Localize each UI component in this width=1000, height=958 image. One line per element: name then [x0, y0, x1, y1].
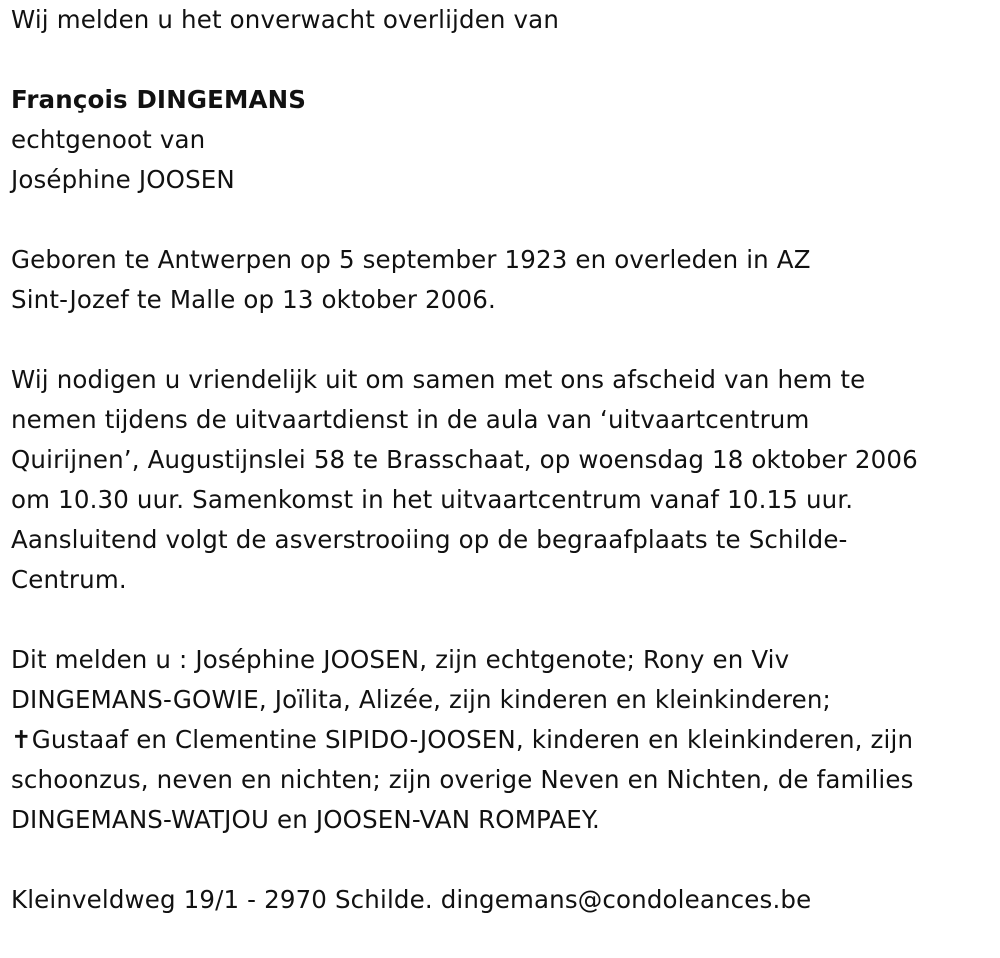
paragraph-text: Gustaaf en Clementine SIPIDO-JOOSEN, kinderen en kleinkinderen, zijn	[31, 725, 914, 754]
paragraph-line: Wij nodigen u vriendelijk uit om samen met ons afscheid van hem te	[11, 365, 866, 394]
cross-icon: ✝	[11, 725, 32, 754]
family-paragraph	[11, 640, 986, 840]
paragraph-line: Quirijnen’, Augustijnslei 58 te Brasschaat, op woensdag 18 oktober 2006	[11, 445, 918, 474]
paragraph-line	[11, 720, 986, 760]
spacer	[11, 600, 986, 640]
spacer	[11, 200, 986, 240]
paragraph-line: DINGEMANS-GOWIE, Joïlita, Alizée, zijn kinderen en kleinkinderen;	[11, 685, 831, 714]
paragraph-line: Dit melden u : Joséphine JOOSEN, zijn echtgenote; Rony en Viv	[11, 645, 790, 674]
paragraph-line: Geboren te Antwerpen op 5 september 1923 en overleden in AZ	[11, 245, 811, 274]
paragraph-line: om 10.30 uur. Samenkomst in het uitvaartcentrum vanaf 10.15 uur.	[11, 485, 854, 514]
spouse-name: Joséphine JOOSEN	[11, 165, 235, 194]
spacer	[11, 40, 986, 80]
obituary-document	[11, 0, 986, 920]
intro-text: Wij melden u het onverwacht overlijden van	[11, 5, 560, 34]
contact-address: Kleinveldweg 19/1 - 2970 Schilde. dingemans@condoleances.be	[11, 885, 812, 914]
spacer	[11, 840, 986, 880]
paragraph-line: Centrum.	[11, 565, 127, 594]
paragraph-line: Sint-Jozef te Malle op 13 oktober 2006.	[11, 285, 496, 314]
paragraph-line: schoonzus, neven en nichten; zijn overige Neven en Nichten, de families	[11, 765, 914, 794]
spacer	[11, 320, 986, 360]
deceased-name: François DINGEMANS	[11, 85, 307, 114]
birth-death-paragraph	[11, 240, 986, 320]
paragraph-line: Aansluitend volgt de asverstrooiing op de begraafplaats te Schilde-	[11, 525, 848, 554]
relation-text: echtgenoot van	[11, 125, 206, 154]
paragraph-line: nemen tijdens de uitvaartdienst in de aula van ‘uitvaartcentrum	[11, 405, 810, 434]
paragraph-line: DINGEMANS-WATJOU en JOOSEN-VAN ROMPAEY.	[11, 805, 600, 834]
invitation-paragraph	[11, 360, 986, 600]
